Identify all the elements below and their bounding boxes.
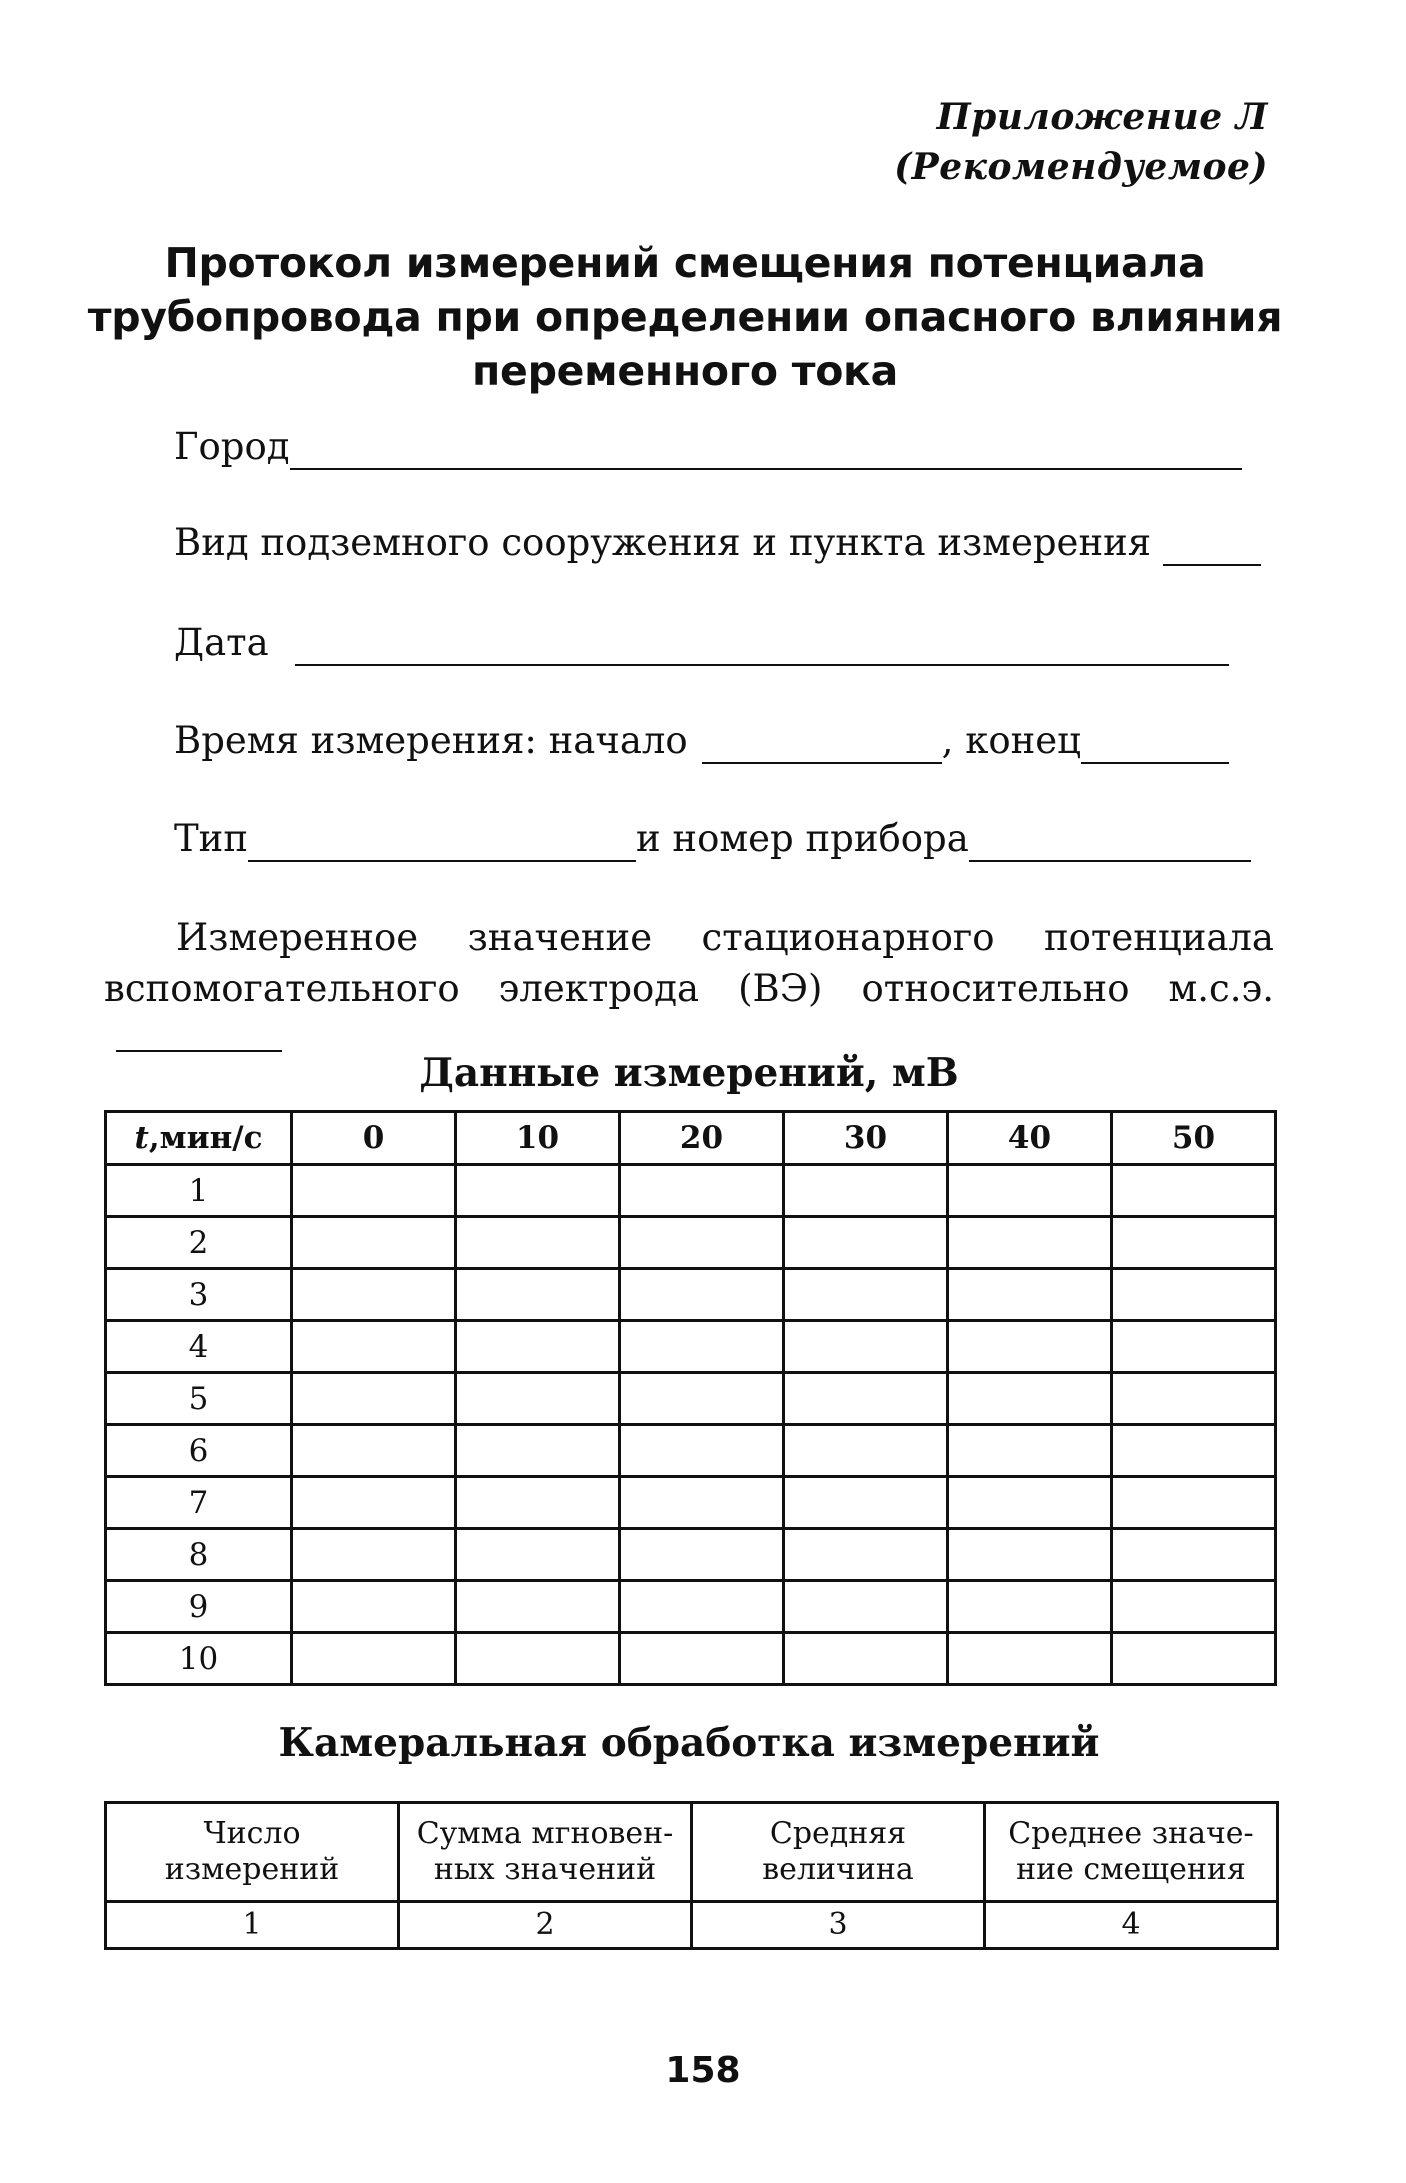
measurement-cell[interactable] [292,1373,456,1425]
measurement-cell[interactable] [784,1217,948,1269]
type-blank[interactable] [248,824,636,862]
interval-column-header: 40 [948,1112,1112,1165]
table-row [106,1425,1276,1477]
processing-column-header [985,1803,1278,1902]
city-label: Город [174,425,290,468]
processing-column-header [399,1803,692,1902]
interval-column-header: 10 [456,1112,620,1165]
measurement-cell[interactable] [948,1321,1112,1373]
appendix-label [894,92,1268,192]
measurement-cell[interactable] [1112,1529,1276,1581]
table-row [106,1373,1276,1425]
measurement-cell[interactable] [1112,1373,1276,1425]
column-number: 1 [106,1902,399,1949]
measurement-cell[interactable] [784,1633,948,1685]
measurement-cell[interactable] [292,1269,456,1321]
header-line: измерений [164,1852,340,1887]
processing-title: Камеральная обработка измерений [278,1720,1100,1766]
potential-blank[interactable] [116,1022,282,1052]
date-label: Дата [174,621,269,664]
row-number: 3 [106,1269,292,1321]
measurement-cell[interactable] [784,1373,948,1425]
table-row [106,1529,1276,1581]
title-line-3: переменного тока [472,347,898,395]
table-row [106,1269,1276,1321]
processing-header-row [106,1803,1278,1902]
device-number-blank[interactable] [969,824,1251,862]
measurement-cell[interactable] [948,1269,1112,1321]
header-line: величина [762,1852,914,1887]
measurement-cell[interactable] [1112,1425,1276,1477]
appendix-title: Приложение Л [936,96,1268,138]
measurement-cell[interactable] [948,1373,1112,1425]
measurement-cell[interactable] [292,1321,456,1373]
measurements-title: Данные измерений, мВ [419,1050,959,1096]
measurement-cell[interactable] [292,1581,456,1633]
processing-column-header [692,1803,985,1902]
appendix-status: (Рекомендуемое) [894,146,1268,188]
title-line-1: Протокол измерений смещения потенциала [164,239,1206,287]
measurement-cell[interactable] [292,1529,456,1581]
interval-column-header: 50 [1112,1112,1276,1165]
column-number-row [106,1902,1278,1949]
measurement-cell[interactable] [456,1633,620,1685]
row-number: 5 [106,1373,292,1425]
row-number: 8 [106,1529,292,1581]
date-blank[interactable] [295,628,1229,666]
time-field [174,718,1229,764]
title-line-2: трубопровода при определении опасного влияния [87,293,1283,341]
measurement-cell[interactable] [456,1373,620,1425]
column-number: 3 [692,1902,985,1949]
header-line: Сумма мгновен- [416,1816,674,1851]
device-number-label: и номер прибора [636,817,969,860]
column-number: 4 [985,1902,1278,1949]
measurement-cell[interactable] [1112,1165,1276,1217]
date-field [174,620,1229,666]
table-row [106,1633,1276,1685]
table-row [106,1581,1276,1633]
header-line: ных значений [433,1852,657,1887]
measurement-cell[interactable] [948,1529,1112,1581]
measurement-cell[interactable] [948,1477,1112,1529]
paragraph-text: Измеренное значение стационарного потенциала вспомогательного электрода (ВЭ) относительно м.с.э. [104,916,1274,1010]
measurement-cell[interactable] [948,1217,1112,1269]
measurement-cell[interactable] [1112,1217,1276,1269]
measurement-cell[interactable] [292,1633,456,1685]
measurement-cell[interactable] [620,1477,784,1529]
measurements-table [104,1110,1277,1686]
measurement-cell[interactable] [456,1581,620,1633]
measurement-cell[interactable] [292,1165,456,1217]
measurement-cell[interactable] [620,1217,784,1269]
measurement-cell[interactable] [948,1633,1112,1685]
measurement-cell[interactable] [456,1321,620,1373]
city-blank[interactable] [290,432,1242,470]
column-number: 2 [399,1902,692,1949]
city-field [174,424,1242,470]
measurement-cell[interactable] [948,1165,1112,1217]
structure-field [174,520,1261,566]
measurement-cell[interactable] [784,1529,948,1581]
time-start-blank[interactable] [702,726,942,764]
structure-label: Вид подземного сооружения и пункта измерения [174,521,1152,564]
processing-table [104,1801,1279,1950]
electrode-potential-paragraph [104,912,1274,1065]
table-row [106,1321,1276,1373]
measurement-cell[interactable] [292,1477,456,1529]
measurement-cell[interactable] [784,1269,948,1321]
measurement-cell[interactable] [456,1269,620,1321]
measurement-cell[interactable] [620,1321,784,1373]
structure-blank[interactable] [1163,528,1261,566]
measurement-cell[interactable] [620,1529,784,1581]
device-field [174,816,1251,862]
time-variable: t [134,1120,149,1156]
header-line: Число [203,1816,301,1851]
measurement-cell[interactable] [784,1425,948,1477]
document-title [80,236,1290,398]
header-line: Средняя [769,1816,907,1851]
page-number: 158 [665,2050,741,2091]
row-number: 7 [106,1477,292,1529]
measurement-cell[interactable] [620,1425,784,1477]
interval-column-header: 0 [292,1112,456,1165]
measurement-cell[interactable] [620,1581,784,1633]
measurement-cell[interactable] [620,1165,784,1217]
measurement-cell[interactable] [784,1581,948,1633]
measurements-header-row [106,1112,1276,1165]
measurement-cell[interactable] [292,1217,456,1269]
table-row [106,1217,1276,1269]
measurement-cell[interactable] [1112,1269,1276,1321]
time-column-header: t,мин/с [106,1112,292,1165]
interval-column-header: 20 [620,1112,784,1165]
measurement-cell[interactable] [1112,1581,1276,1633]
processing-column-header [106,1803,399,1902]
header-line: Среднее значе- [1008,1816,1254,1851]
table-row [106,1477,1276,1529]
measurement-cell[interactable] [1112,1321,1276,1373]
measurement-cell[interactable] [456,1165,620,1217]
row-number: 2 [106,1217,292,1269]
header-line: ние смещения [1016,1852,1246,1887]
measurement-cell[interactable] [456,1217,620,1269]
table-row [106,1165,1276,1217]
measurement-cell[interactable] [948,1581,1112,1633]
measurement-cell[interactable] [784,1321,948,1373]
measurement-cell[interactable] [784,1165,948,1217]
time-end-blank[interactable] [1081,726,1229,764]
measurement-cell[interactable] [948,1425,1112,1477]
row-number: 1 [106,1165,292,1217]
row-number: 6 [106,1425,292,1477]
measurement-cell[interactable] [620,1269,784,1321]
interval-column-header: 30 [784,1112,948,1165]
row-number: 9 [106,1581,292,1633]
measurement-cell[interactable] [784,1477,948,1529]
type-label: Тип [174,817,248,860]
measurement-cell[interactable] [620,1373,784,1425]
row-number: 10 [106,1633,292,1685]
row-number: 4 [106,1321,292,1373]
measurement-cell[interactable] [292,1425,456,1477]
time-start-label: Время измерения: начало [174,719,688,762]
measurement-cell[interactable] [1112,1477,1276,1529]
measurement-cell[interactable] [620,1633,784,1685]
measurement-cell[interactable] [1112,1633,1276,1685]
measurement-cell[interactable] [456,1477,620,1529]
time-end-label: , конец [941,719,1081,762]
measurement-cell[interactable] [456,1529,620,1581]
measurement-cell[interactable] [456,1425,620,1477]
